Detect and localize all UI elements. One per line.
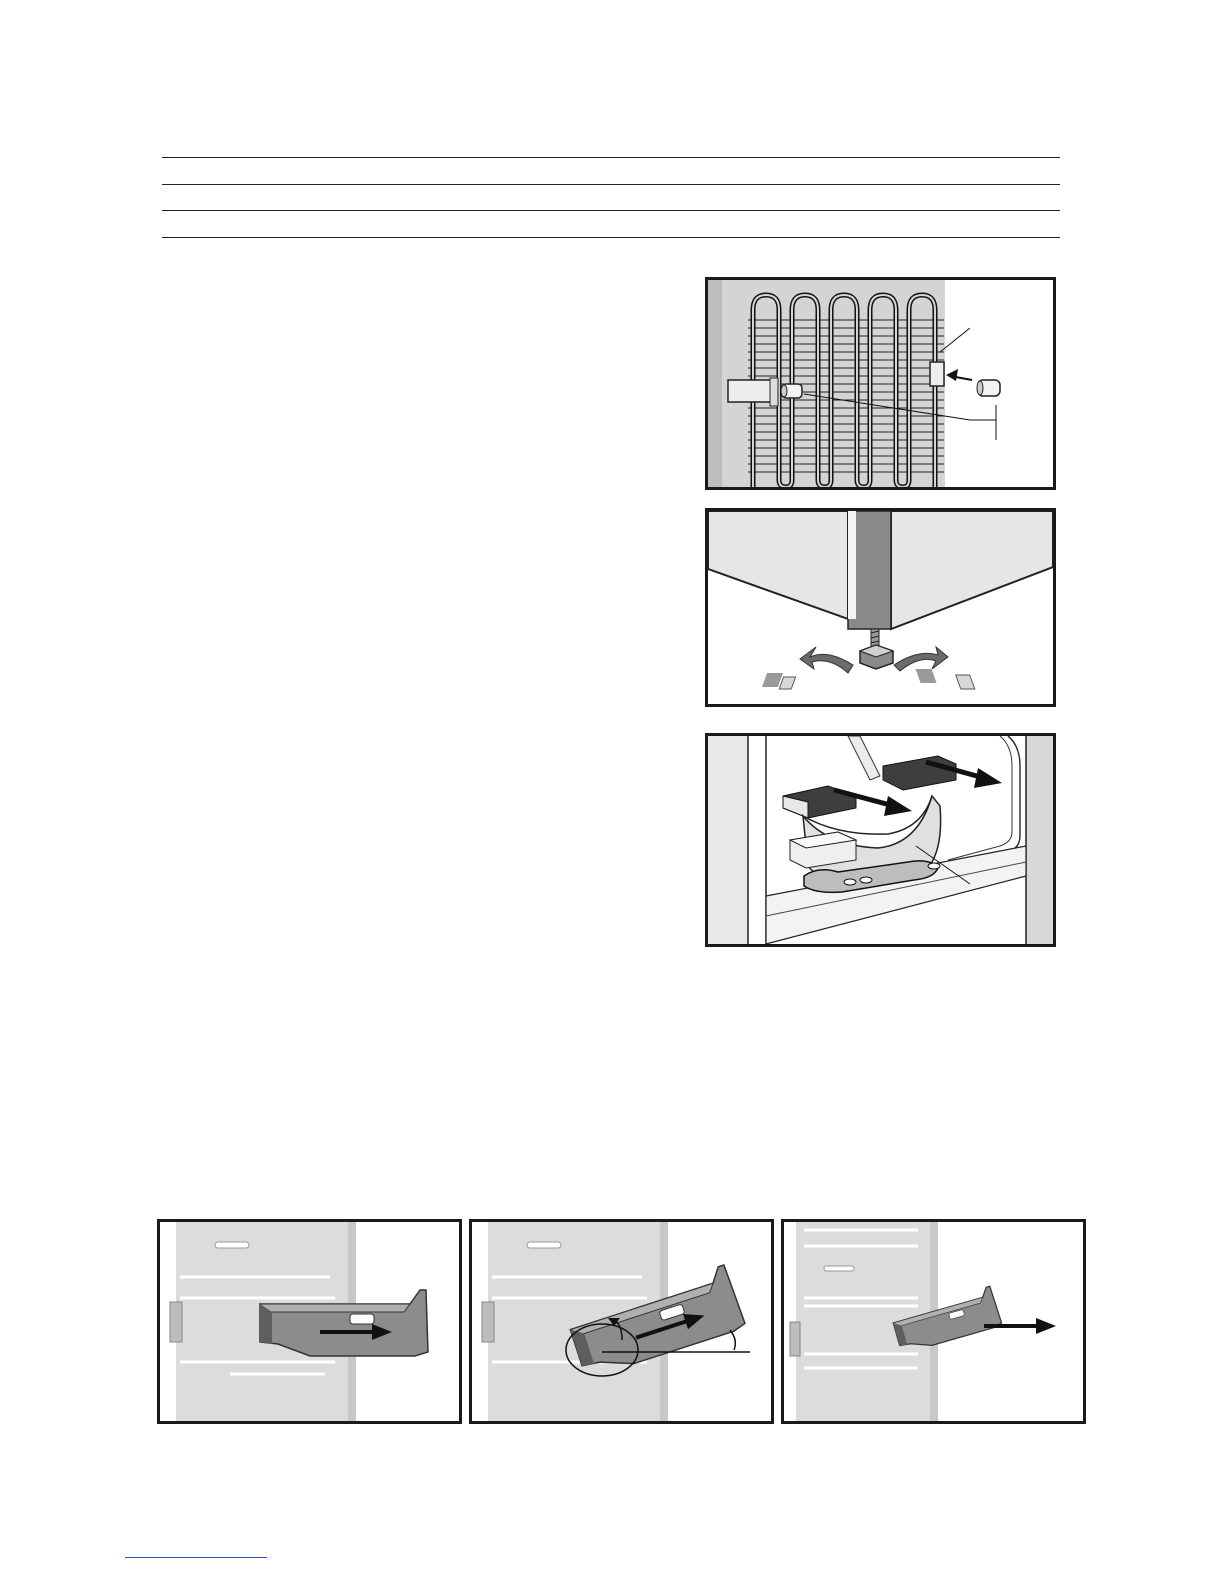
drawer-slide-out-icon <box>160 1222 459 1421</box>
drawer-tilt-icon <box>472 1222 771 1421</box>
condenser-coil-icon <box>708 280 1053 487</box>
leveling-foot-figure <box>705 508 1056 707</box>
footnote-separator <box>125 1557 267 1558</box>
header-rule-1 <box>162 157 1060 158</box>
compressor-icon <box>708 736 1053 944</box>
drawer-removed-icon <box>784 1222 1083 1421</box>
leveling-foot-icon <box>708 511 1053 704</box>
drawer-step-1-figure <box>157 1219 462 1424</box>
header-rule-3 <box>162 210 1060 211</box>
header-rule-2 <box>162 184 1060 185</box>
condenser-spacers-figure <box>705 277 1056 490</box>
compressor-packing-figure <box>705 733 1056 947</box>
drawer-step-3-figure <box>781 1219 1086 1424</box>
drawer-step-2-figure <box>469 1219 774 1424</box>
header-rule-4 <box>162 237 1060 238</box>
